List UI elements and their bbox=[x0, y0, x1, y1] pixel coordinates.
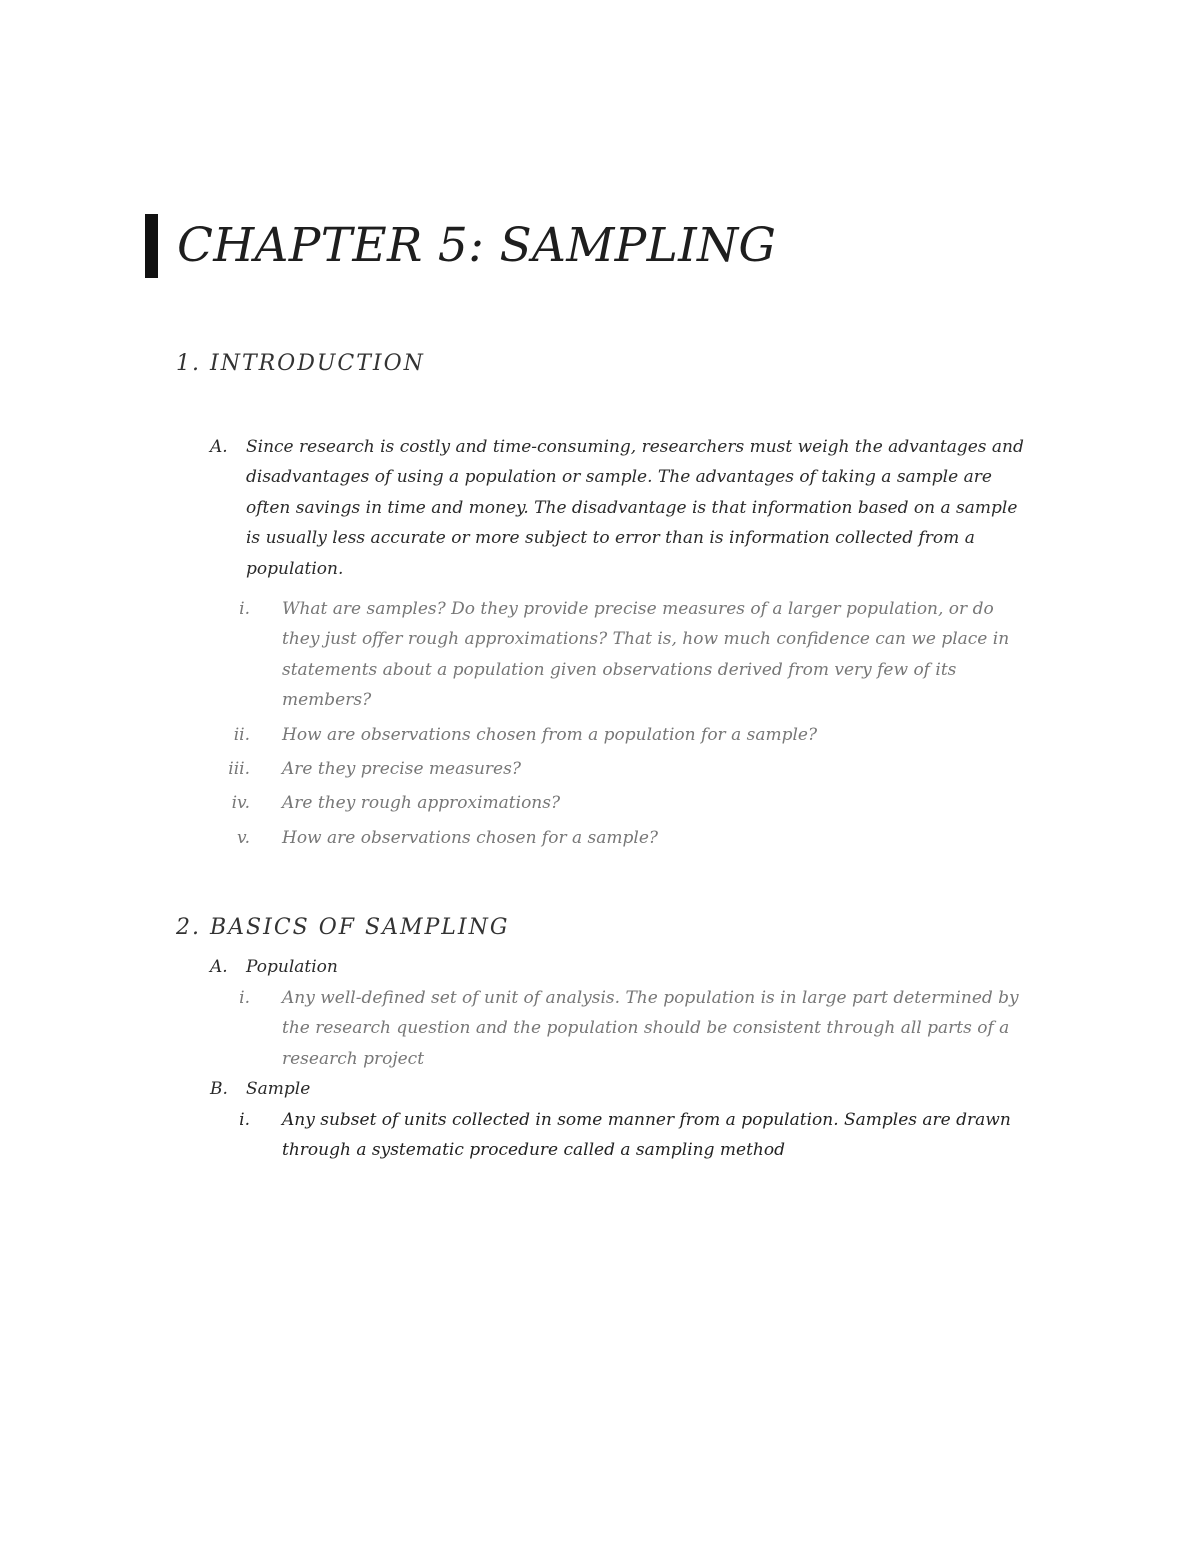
list-item-intro-a bbox=[210, 432, 1036, 584]
list-item-text: Population bbox=[246, 957, 338, 977]
sub-item-text: Any well-defined set of unit of analysis. The population is in large part determined by the research question and the population should be consistent through all parts of a research project bbox=[282, 988, 1019, 1069]
sub-item-text: How are observations chosen for a sample? bbox=[282, 828, 659, 848]
section-heading-introduction bbox=[176, 349, 425, 379]
sub-item-marker: ii. bbox=[233, 725, 250, 745]
sub-item-marker: iv. bbox=[231, 793, 250, 813]
sub-item-marker: i. bbox=[239, 1110, 250, 1130]
list-marker: A. bbox=[210, 957, 228, 977]
section-number: 1. bbox=[176, 351, 201, 376]
sub-item-marker: i. bbox=[239, 599, 250, 619]
sub-item-text: How are observations chosen from a population for a sample? bbox=[282, 725, 818, 745]
sub-item-sample-i bbox=[239, 1105, 1032, 1166]
sub-item-marker: i. bbox=[239, 988, 250, 1008]
sub-item-text: Are they precise measures? bbox=[282, 759, 521, 779]
section-title: BASICS OF SAMPLING bbox=[210, 915, 510, 940]
sub-item-text: Are they rough approximations? bbox=[282, 793, 561, 813]
sub-item-text: Any subset of units collected in some manner from a population. Samples are drawn through a systematic procedure called a sampling method bbox=[282, 1110, 1011, 1161]
list-marker: B. bbox=[210, 1079, 228, 1099]
list-item-basics-a bbox=[210, 952, 1036, 982]
list-item-text: Sample bbox=[246, 1079, 311, 1099]
chapter-accent-bar bbox=[145, 214, 158, 278]
list-item-basics-b bbox=[210, 1074, 1036, 1104]
sub-item-intro-iii bbox=[228, 754, 1032, 784]
sub-item-intro-ii bbox=[233, 720, 1032, 750]
sub-item-marker: iii. bbox=[228, 759, 250, 779]
sub-item-population-i bbox=[239, 983, 1032, 1074]
list-item-text: Since research is costly and time-consuming, researchers must weigh the advantages and disadvantages of using a population or sample. The advantages of taking a sample are often savings in time and money. The disadvantage is that information based on a sample is usually less accurate or more subject to error than is information collected from a population. bbox=[246, 437, 1024, 579]
list-marker: A. bbox=[210, 437, 228, 457]
section-heading-basics bbox=[176, 913, 509, 943]
section-title: INTRODUCTION bbox=[210, 351, 425, 376]
sub-item-intro-i bbox=[239, 594, 1032, 716]
sub-item-marker: v. bbox=[237, 828, 250, 848]
section-number: 2. bbox=[176, 915, 201, 940]
sub-item-intro-iv bbox=[231, 788, 1032, 818]
sub-item-intro-v bbox=[237, 823, 1032, 853]
sub-item-text: What are samples? Do they provide precise measures of a larger population, or do they just offer rough approximations? That is, how much confidence can we place in statements about a population given observations derived from very few of its members? bbox=[282, 599, 1010, 711]
chapter-title: CHAPTER 5: SAMPLING bbox=[177, 218, 777, 273]
